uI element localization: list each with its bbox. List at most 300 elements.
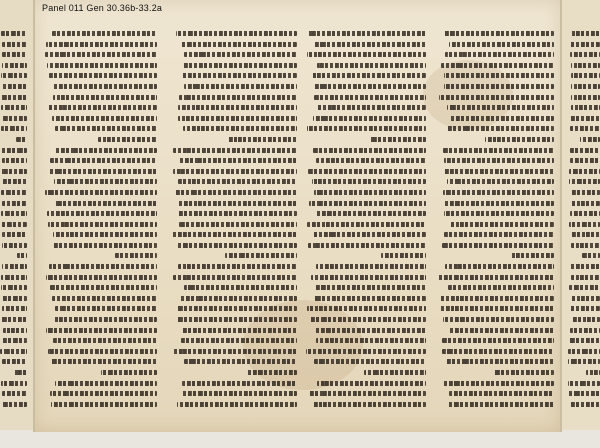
ink-stroke [308, 169, 426, 174]
text-line [306, 28, 426, 39]
ink-stroke [443, 190, 554, 195]
ink-stroke [183, 63, 297, 68]
text-line [568, 166, 600, 177]
ink-stroke [449, 391, 554, 396]
text-line [0, 219, 27, 230]
ink-stroke [440, 296, 554, 301]
text-line [568, 388, 600, 399]
text-line [0, 70, 27, 81]
ink-stroke [306, 349, 426, 354]
text-column-2 [172, 28, 297, 418]
ink-stroke [52, 31, 157, 36]
text-line [568, 314, 600, 325]
text-column-4 [438, 28, 554, 418]
text-line [568, 250, 600, 261]
ink-stroke [442, 349, 554, 354]
text-line [568, 378, 600, 389]
ink-stroke [570, 42, 600, 47]
text-line [172, 272, 297, 283]
text-line [172, 250, 297, 261]
text-line [172, 198, 297, 209]
ink-stroke [184, 52, 297, 57]
text-line [172, 314, 297, 325]
text-line [0, 60, 27, 71]
text-line [44, 229, 157, 240]
text-line [306, 219, 426, 230]
ink-stroke [2, 201, 27, 206]
ink-stroke [314, 190, 426, 195]
text-line [172, 176, 297, 187]
ink-stroke [1, 95, 27, 100]
text-line [172, 303, 297, 314]
ink-stroke [178, 201, 297, 206]
text-line [306, 229, 426, 240]
text-line [172, 240, 297, 251]
text-line [306, 378, 426, 389]
ink-stroke [308, 243, 426, 248]
ink-stroke [569, 169, 600, 174]
text-line [172, 356, 297, 367]
ink-stroke [364, 370, 426, 375]
ink-stroke [570, 211, 600, 216]
ink-stroke [317, 63, 426, 68]
ink-stroke [53, 95, 157, 100]
text-line [438, 250, 554, 261]
ink-stroke [381, 253, 426, 258]
text-line [44, 176, 157, 187]
ink-stroke [182, 328, 297, 333]
text-line [44, 314, 157, 325]
ink-stroke [315, 285, 426, 290]
ink-stroke [1, 381, 27, 386]
text-line [172, 367, 297, 378]
ink-stroke [316, 338, 426, 343]
ink-stroke [52, 84, 157, 89]
ink-stroke [1, 402, 27, 407]
text-line [568, 208, 600, 219]
ink-stroke [2, 264, 27, 269]
text-line [438, 49, 554, 60]
text-line [306, 102, 426, 113]
ink-stroke [440, 306, 554, 311]
text-line [44, 49, 157, 60]
text-line [44, 187, 157, 198]
text-line [306, 261, 426, 272]
ink-stroke [313, 84, 426, 89]
ink-stroke [1, 338, 27, 343]
text-line [0, 282, 27, 293]
ink-stroke [312, 402, 426, 407]
text-line [172, 134, 297, 145]
text-line [44, 356, 157, 367]
text-line [0, 250, 27, 261]
ink-stroke [570, 328, 600, 333]
text-line [438, 187, 554, 198]
text-line [438, 346, 554, 357]
text-line [0, 198, 27, 209]
text-line [568, 134, 600, 145]
text-line [0, 303, 27, 314]
text-line [0, 240, 27, 251]
ink-stroke [571, 201, 600, 206]
ink-stroke [2, 359, 27, 364]
text-line [0, 113, 27, 124]
ink-stroke [314, 42, 426, 47]
text-column-1 [44, 28, 157, 418]
text-line [44, 282, 157, 293]
text-line [306, 282, 426, 293]
text-line [568, 261, 600, 272]
text-line [438, 166, 554, 177]
ink-stroke [1, 317, 27, 322]
text-line [438, 335, 554, 346]
text-column-3 [306, 28, 426, 418]
ink-stroke [571, 232, 600, 237]
ink-stroke [569, 179, 600, 184]
ink-stroke [52, 116, 157, 121]
text-line [0, 187, 27, 198]
text-line [306, 39, 426, 50]
text-line [0, 102, 27, 113]
ink-stroke [0, 169, 27, 174]
text-line [172, 388, 297, 399]
ink-stroke [570, 190, 600, 195]
ink-stroke [309, 201, 426, 206]
ink-stroke [183, 126, 297, 131]
text-line [0, 293, 27, 304]
ink-stroke [1, 285, 27, 290]
ink-stroke [178, 264, 297, 269]
ink-stroke [182, 73, 297, 78]
text-line [306, 198, 426, 209]
text-line [306, 367, 426, 378]
text-line [44, 250, 157, 261]
ink-stroke [308, 391, 426, 396]
ink-stroke [2, 232, 27, 237]
text-line [44, 39, 157, 50]
ink-stroke [444, 84, 554, 89]
ink-stroke [316, 264, 426, 269]
text-line [306, 388, 426, 399]
ink-stroke [443, 317, 554, 322]
text-line [172, 378, 297, 389]
text-line [568, 303, 600, 314]
ink-stroke [446, 126, 554, 131]
text-line [44, 166, 157, 177]
text-line [306, 49, 426, 60]
ink-stroke [228, 137, 297, 142]
ink-stroke [510, 253, 554, 258]
text-line [306, 92, 426, 103]
ink-stroke [571, 275, 600, 280]
text-line [0, 28, 27, 39]
ink-stroke [447, 179, 554, 184]
ink-stroke [315, 211, 426, 216]
text-line [0, 346, 27, 357]
text-line [306, 399, 426, 410]
text-line [306, 176, 426, 187]
ink-stroke [47, 63, 157, 68]
text-line [306, 60, 426, 71]
ink-stroke [1, 116, 27, 121]
ink-stroke [0, 349, 27, 354]
ink-stroke [16, 137, 27, 142]
text-line [172, 219, 297, 230]
text-line [44, 134, 157, 145]
text-column-left-edge [0, 28, 27, 418]
sheet-seam [560, 0, 562, 432]
ink-stroke [443, 148, 554, 153]
text-line [438, 378, 554, 389]
text-line [438, 356, 554, 367]
ink-stroke [444, 232, 554, 237]
text-line [172, 123, 297, 134]
ink-stroke [179, 296, 297, 301]
ink-stroke [225, 253, 297, 258]
ink-stroke [246, 370, 297, 375]
text-line [306, 145, 426, 156]
ink-stroke [446, 359, 554, 364]
ink-stroke [313, 148, 426, 153]
ink-stroke [315, 328, 426, 333]
text-line [438, 176, 554, 187]
ink-stroke [571, 317, 600, 322]
text-line [44, 102, 157, 113]
ink-stroke [582, 253, 600, 258]
ink-stroke [444, 211, 554, 216]
ink-stroke [45, 52, 157, 57]
ink-stroke [569, 285, 600, 290]
text-line [172, 261, 297, 272]
text-line [172, 113, 297, 124]
ink-stroke [0, 148, 27, 153]
text-line [44, 92, 157, 103]
text-line [568, 28, 600, 39]
text-line [306, 303, 426, 314]
ink-stroke [314, 296, 426, 301]
text-line [44, 123, 157, 134]
ink-stroke [14, 370, 27, 375]
ink-stroke [54, 148, 157, 153]
text-line [306, 325, 426, 336]
ink-stroke [449, 42, 554, 47]
text-line [172, 229, 297, 240]
text-line [306, 187, 426, 198]
text-line [0, 367, 27, 378]
ink-stroke [3, 328, 27, 333]
ink-stroke [493, 370, 554, 375]
ink-stroke [369, 137, 426, 142]
text-line [172, 102, 297, 113]
text-line [306, 250, 426, 261]
ink-stroke [48, 222, 157, 227]
text-line [0, 176, 27, 187]
text-line [44, 240, 157, 251]
ink-stroke [312, 179, 426, 184]
text-line [172, 208, 297, 219]
text-line [44, 335, 157, 346]
text-line [0, 388, 27, 399]
text-line [172, 293, 297, 304]
ink-stroke [316, 158, 426, 163]
ink-stroke [55, 381, 157, 386]
ink-stroke [55, 306, 157, 311]
text-line [172, 70, 297, 81]
text-line [0, 166, 27, 177]
sheet-seam [33, 0, 35, 432]
text-line [172, 399, 297, 410]
text-line [438, 60, 554, 71]
text-line [568, 60, 600, 71]
text-line [568, 282, 600, 293]
text-line [0, 92, 27, 103]
text-line [306, 123, 426, 134]
text-line [172, 39, 297, 50]
ink-stroke [571, 31, 600, 36]
text-line [438, 208, 554, 219]
ink-stroke [313, 232, 426, 237]
text-line [0, 325, 27, 336]
text-line [568, 113, 600, 124]
text-line [44, 325, 157, 336]
ink-stroke [570, 126, 600, 131]
ink-stroke [311, 275, 426, 280]
text-line [568, 123, 600, 134]
ink-stroke [181, 391, 297, 396]
ink-stroke [115, 253, 157, 258]
ink-stroke [449, 116, 554, 121]
ink-stroke [570, 52, 600, 57]
ink-stroke [568, 381, 600, 386]
text-line [44, 70, 157, 81]
text-line [306, 346, 426, 357]
ink-stroke [444, 158, 554, 163]
ink-stroke [571, 63, 600, 68]
ink-stroke [53, 338, 157, 343]
text-line [306, 335, 426, 346]
ink-stroke [570, 116, 600, 121]
text-line [568, 335, 600, 346]
text-line [438, 261, 554, 272]
text-line [438, 367, 554, 378]
text-line [568, 92, 600, 103]
text-line [172, 145, 297, 156]
text-line [306, 134, 426, 145]
ink-stroke [2, 391, 27, 396]
text-line [44, 378, 157, 389]
ink-stroke [1, 222, 27, 227]
text-line [172, 346, 297, 357]
ink-stroke [571, 243, 600, 248]
text-line [568, 229, 600, 240]
text-line [172, 92, 297, 103]
ink-stroke [49, 169, 157, 174]
ink-stroke [571, 105, 600, 110]
text-line [0, 335, 27, 346]
text-line [438, 293, 554, 304]
text-line [568, 39, 600, 50]
ink-stroke [568, 391, 600, 396]
text-line [172, 28, 297, 39]
text-line [438, 303, 554, 314]
ink-stroke [445, 264, 554, 269]
ink-stroke [184, 84, 297, 89]
ink-stroke [1, 275, 27, 280]
ink-stroke [448, 285, 554, 290]
ink-stroke [571, 95, 600, 100]
ink-stroke [179, 158, 297, 163]
ink-stroke [49, 73, 157, 78]
ink-stroke [443, 201, 554, 206]
text-line [172, 335, 297, 346]
ink-stroke [571, 296, 600, 301]
ink-stroke [173, 169, 297, 174]
ink-stroke [1, 105, 27, 110]
text-line [0, 49, 27, 60]
text-line [172, 81, 297, 92]
text-line [44, 219, 157, 230]
text-line [568, 240, 600, 251]
text-line [306, 314, 426, 325]
ink-stroke [570, 306, 600, 311]
ink-stroke [308, 31, 426, 36]
text-line [0, 145, 27, 156]
ink-stroke [307, 126, 426, 131]
ink-stroke [2, 243, 27, 248]
ink-stroke [314, 359, 426, 364]
ink-stroke [178, 179, 297, 184]
ink-stroke [176, 243, 297, 248]
text-line [44, 198, 157, 209]
text-line [438, 70, 554, 81]
ink-stroke [48, 105, 157, 110]
ink-stroke [178, 116, 297, 121]
ink-stroke [182, 381, 297, 386]
text-line [438, 282, 554, 293]
text-line [44, 261, 157, 272]
ink-stroke [568, 349, 600, 354]
text-line [568, 102, 600, 113]
text-line [0, 261, 27, 272]
ink-stroke [53, 232, 157, 237]
ink-stroke [98, 137, 157, 142]
ink-stroke [569, 338, 600, 343]
ink-stroke [179, 95, 297, 100]
ink-stroke [444, 73, 554, 78]
text-line [172, 49, 297, 60]
ink-stroke [178, 105, 297, 110]
ink-stroke [568, 359, 600, 364]
text-line [438, 240, 554, 251]
ink-stroke [450, 222, 554, 227]
ink-stroke [53, 243, 157, 248]
text-line [172, 166, 297, 177]
ink-stroke [1, 211, 27, 216]
ink-stroke [1, 190, 27, 195]
text-line [0, 314, 27, 325]
ink-stroke [1, 31, 27, 36]
text-line [306, 293, 426, 304]
text-line [172, 325, 297, 336]
ink-stroke [443, 31, 554, 36]
ink-stroke [2, 158, 27, 163]
ink-stroke [442, 338, 554, 343]
text-line [0, 378, 27, 389]
ink-stroke [570, 158, 600, 163]
text-line [44, 208, 157, 219]
ink-stroke [55, 201, 157, 206]
text-line [568, 49, 600, 60]
